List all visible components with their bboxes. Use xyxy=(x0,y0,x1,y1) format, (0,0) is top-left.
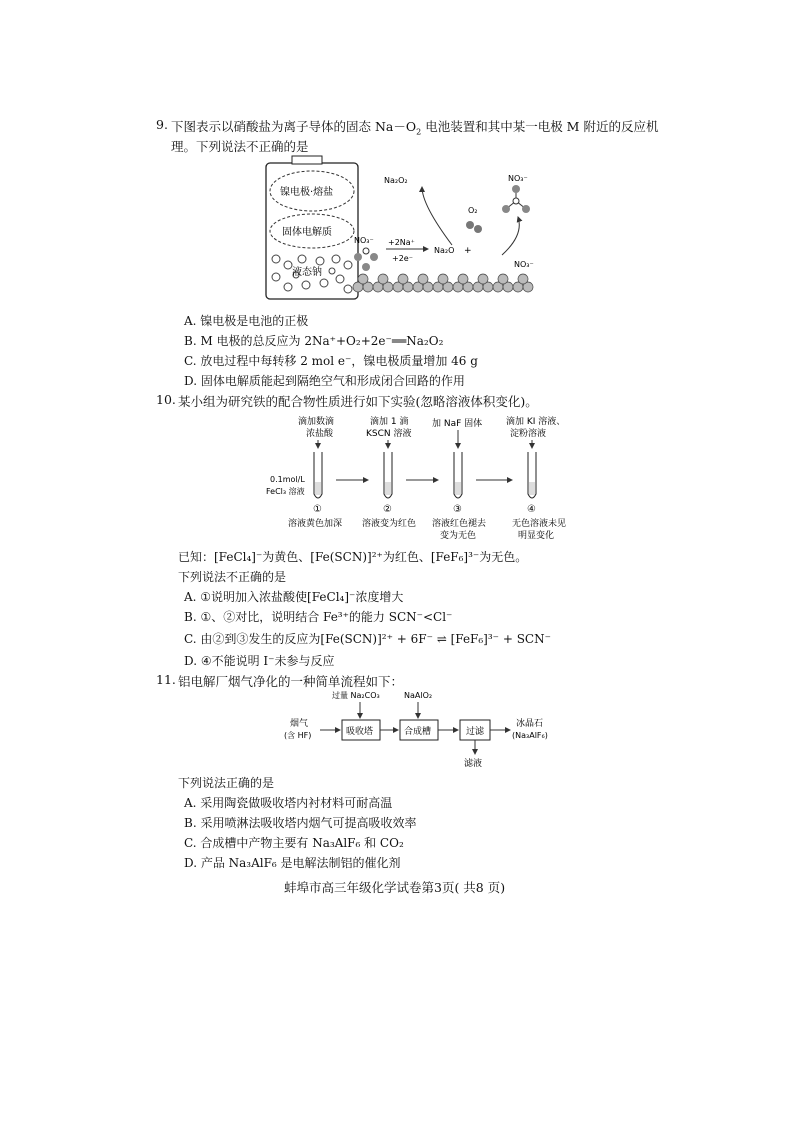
product-formula: (Na₃AlF₆) xyxy=(512,731,548,740)
step1-bot: 浓盐酸 xyxy=(306,429,334,439)
q11-option-b: B. 采用喷淋法吸收塔内烟气可提高吸收效率 xyxy=(184,816,417,830)
result-3a: 溶液红色褪去 xyxy=(432,519,487,529)
solid-electrolyte-label: 固体电解质 xyxy=(282,227,332,238)
q9-option-c: C. 放电过程中每转移 2 mol e⁻，镍电极质量增加 46 g xyxy=(184,354,478,368)
q11-option-d: D. 产品 Na₃AlF₆ 是电解法制铝的催化剂 xyxy=(184,856,401,870)
test-tubes xyxy=(314,452,536,498)
plus-na-label: +2Na⁺ xyxy=(388,238,415,247)
step2-top: 滴加 1 滴 xyxy=(370,417,409,427)
q11-option-a: A. 采用陶瓷做吸收塔内衬材料可耐高温 xyxy=(184,796,393,810)
result-4b: 明显变化 xyxy=(518,531,555,541)
q10-option-a: A. ①说明加入浓盐酸使[FeCl₄]⁻浓度增大 xyxy=(184,590,404,604)
q9-option-d: D. 固体电解质能起到隔绝空气和形成闭合回路的作用 xyxy=(184,374,465,388)
q9-stem-line1: 下图表示以硝酸盐为离子导体的固态 $Na-O_2$ 电池装置和其中某一电极 M 附近的反应机 xyxy=(171,119,659,137)
step1-top: 滴加数滴 xyxy=(298,417,335,427)
tube-4-number: ④ xyxy=(527,504,536,515)
flue-gas-label: 烟气 xyxy=(290,719,309,729)
tube-1-number: ① xyxy=(313,504,322,515)
result-2: 溶液变为红色 xyxy=(362,519,417,529)
result-1: 溶液黄色加深 xyxy=(288,519,343,529)
na2o2-label: Na₂O₂ xyxy=(384,176,408,185)
tube-2-number: ② xyxy=(383,504,392,515)
absorption-tower-label: 吸收塔 xyxy=(346,727,374,737)
liquid-sodium-label: 液态钠 xyxy=(292,267,322,278)
q10-known: 已知：[FeCl₄]⁻为黄色、[Fe(SCN)]²⁺为红色、[FeF₆]³⁻为无色。 xyxy=(178,550,528,564)
q10-option-d: D. ④不能说明 I⁻未参与反应 xyxy=(184,654,335,668)
no3-left-label: NO₃⁻ xyxy=(354,236,374,245)
page-footer: 蚌埠市高三年级化学试卷第3页( 共8 页) xyxy=(284,880,506,895)
q11-number: 11. xyxy=(156,672,176,687)
no3-molecule-top xyxy=(502,185,530,213)
flue-gas-hf: (含 HF) xyxy=(284,731,312,740)
na2o-label: Na₂O xyxy=(434,246,455,255)
naalo2-label: NaAlO₂ xyxy=(404,691,433,700)
step4-bot: 淀粉溶液 xyxy=(510,429,547,439)
plus-sign: + xyxy=(464,246,472,256)
no3-right-label: NO₃⁻ xyxy=(514,260,534,269)
na2co3-label: 过量 Na₂CO₃ xyxy=(332,691,380,700)
o2-label: O₂ xyxy=(468,206,478,215)
process-flow-diagram xyxy=(280,686,570,768)
q11-sub-stem: 下列说法正确的是 xyxy=(178,776,275,790)
result-3b: 变为无色 xyxy=(440,531,477,541)
q11-stem: 铝电解厂烟气净化的一种简单流程如下： xyxy=(178,674,404,689)
step4-top: 滴加 KI 溶液、 xyxy=(506,417,566,427)
electrode-surface xyxy=(353,274,533,292)
product-label: 冰晶石 xyxy=(516,719,544,729)
synthesis-tank-label: 合成槽 xyxy=(404,727,432,737)
q10-number: 10. xyxy=(156,392,176,407)
q9-number: 9. xyxy=(156,117,168,132)
q9-option-a: A. 镍电极是电池的正极 xyxy=(184,314,309,328)
plus-e-label: +2e⁻ xyxy=(392,254,413,263)
result-4a: 无色溶液未见 xyxy=(512,519,567,529)
step3-label: 加 NaF 固体 xyxy=(432,419,483,429)
tube-3-number: ③ xyxy=(453,504,462,515)
q9-stem-line2: 理。下列说法不正确的是 xyxy=(171,139,309,154)
left-conc: 0.1mol/L xyxy=(270,475,305,484)
experiment-diagram xyxy=(262,412,572,542)
nickel-electrode-label: 镍电极·熔盐 xyxy=(280,187,334,198)
q10-stem: 某小组为研究铁的配合物性质进行如下实验(忽略溶液体积变化)。 xyxy=(178,394,538,409)
left-solution: FeCl₃ 溶液 xyxy=(266,487,305,496)
q10-option-c: C. 由②到③发生的反应为[Fe(SCN)]²⁺ + 6F⁻ ⇌ [FeF₆]³⁻ + SCN⁻ xyxy=(184,632,551,646)
q11-option-c: C. 合成槽中产物主要有 Na₃AlF₆ 和 CO₂ xyxy=(184,836,404,850)
filter-label: 过滤 xyxy=(466,727,485,737)
no3-top-label: NO₃⁻ xyxy=(508,174,528,183)
battery-diagram xyxy=(262,155,552,305)
filtrate-label: 滤液 xyxy=(464,759,483,768)
step2-bot: KSCN 溶液 xyxy=(366,429,412,439)
q10-option-b: B. ①、②对比，说明结合 Fe³⁺的能力 SCN⁻<Cl⁻ xyxy=(184,610,453,624)
q9-option-b: B. M 电极的总反应为 2Na⁺+O₂+2e⁻══Na₂O₂ xyxy=(184,334,444,348)
q10-sub-stem: 下列说法不正确的是 xyxy=(178,570,287,584)
